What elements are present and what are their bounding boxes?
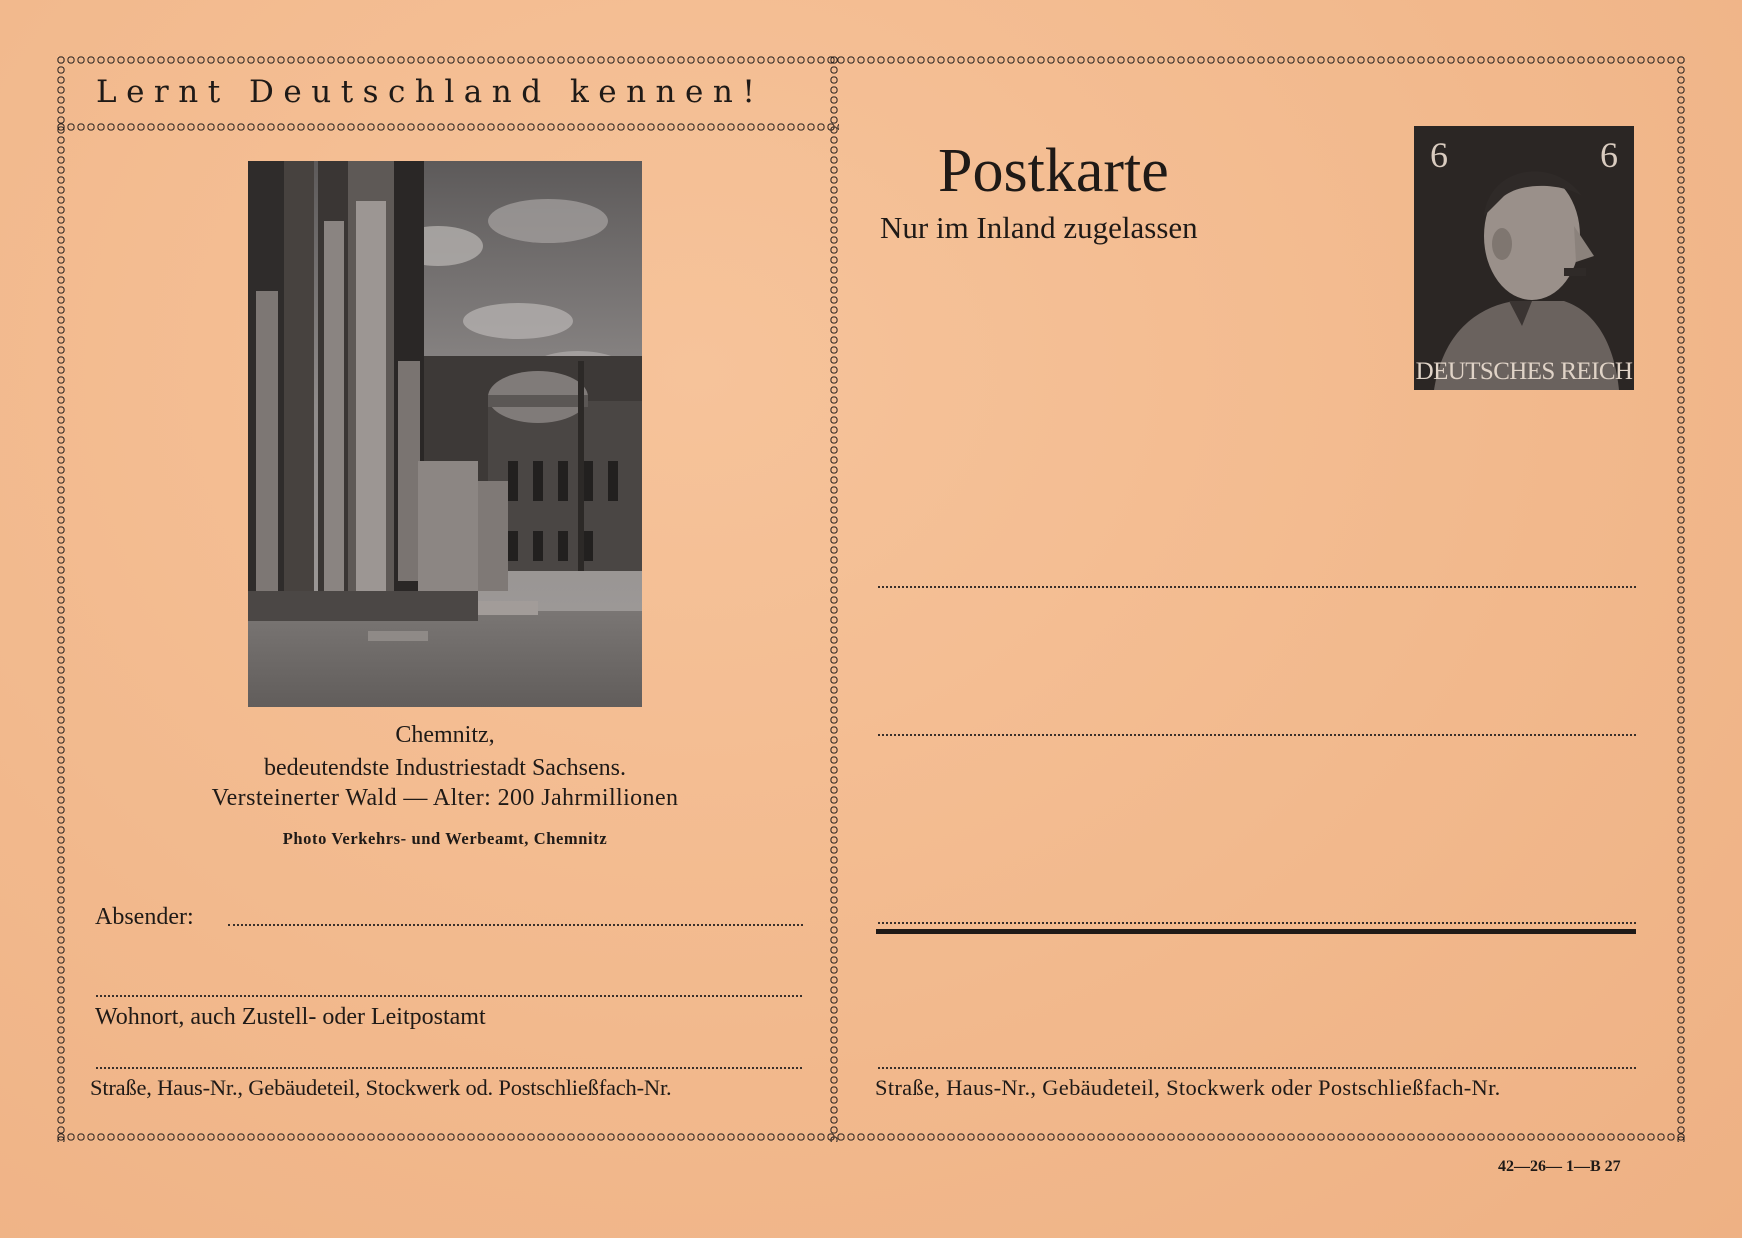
caption-city: Chemnitz,: [395, 722, 495, 748]
address-line-1[interactable]: [878, 586, 1636, 588]
postkarte-title: Postkarte: [938, 137, 1169, 205]
border-top: [56, 55, 1686, 65]
caption-line-2: bedeutendste Industriestadt Sachsens.: [264, 755, 626, 781]
border-divider: [829, 55, 839, 1142]
address-line-2[interactable]: [878, 734, 1636, 736]
wohnort-label: Wohnort, auch Zustell- oder Leitpostamt: [95, 1004, 486, 1030]
border-right: [1676, 55, 1686, 1142]
address-strasse-label: Straße, Haus-Nr., Gebäudeteil, Stockwerk oder Postschließfach-Nr.: [875, 1075, 1501, 1100]
stamp-value-right: 6: [1600, 135, 1618, 175]
stamp-country: DEUTSCHES REICH: [1415, 358, 1633, 385]
headline: Lernt Deutschland kennen!: [96, 74, 765, 110]
print-code: 42—26— 1—B 27: [1498, 1158, 1621, 1175]
chemnitz-photo: [248, 161, 642, 707]
stamp-value-left: 6: [1430, 135, 1448, 175]
address-line-3-solid: [876, 929, 1636, 934]
photo-credit: Photo Verkehrs- und Werbeamt, Chemnitz: [282, 829, 608, 848]
sender-strasse-label: Straße, Haus-Nr., Gebäudeteil, Stockwerk od. Postschließfach-Nr.: [90, 1075, 672, 1100]
address-line-4[interactable]: [878, 1067, 1636, 1069]
postage-stamp: [1414, 126, 1634, 390]
border-bottom: [56, 1132, 1686, 1142]
sender-line-3[interactable]: [96, 1067, 802, 1069]
caption-line-3: Versteinerter Wald — Alter: 200 Jahrmillionen: [211, 785, 679, 811]
postkarte-subtitle: Nur im Inland zugelassen: [880, 210, 1198, 245]
address-line-3[interactable]: [878, 922, 1636, 924]
absender-label: Absender:: [95, 904, 194, 930]
border-left: [56, 55, 66, 1142]
headline-underline: [56, 122, 839, 132]
sender-line-2[interactable]: [96, 995, 802, 997]
absender-line[interactable]: [228, 924, 803, 926]
photo-illustration: [248, 161, 642, 707]
